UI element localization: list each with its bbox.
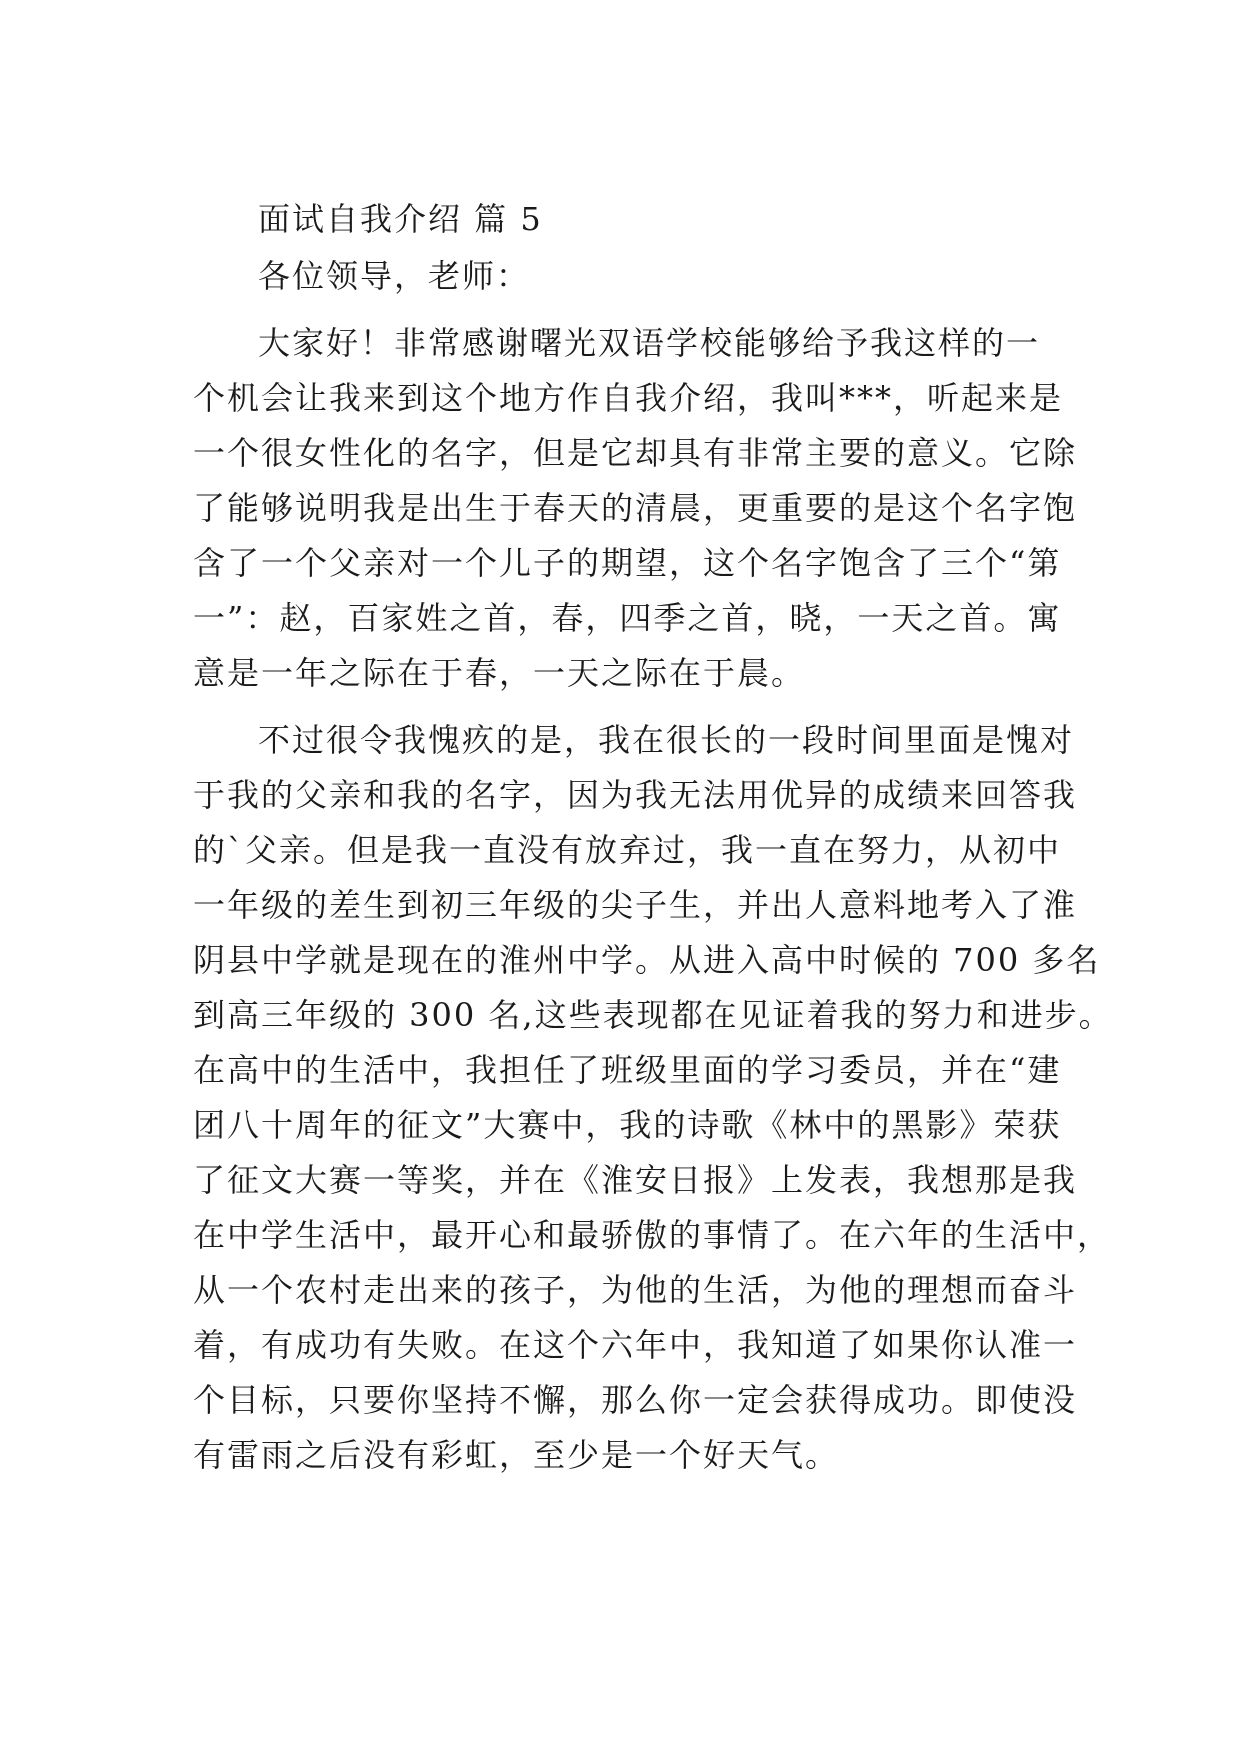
paragraph-1-line: 含了一个父亲对一个儿子的期望，这个名字饱含了三个“第 — [193, 544, 1062, 582]
paragraph-2-line: 有雷雨之后没有彩虹，至少是一个好天气。 — [193, 1436, 840, 1474]
paragraph-1 — [193, 316, 1078, 701]
greeting-line: 各位领导，老师： — [258, 257, 531, 295]
paragraph-1-line: 一”：赵，百家姓之首，春，四季之首，晓，一天之首。寓 — [193, 599, 1062, 637]
paragraph-2-line: 在高中的生活中，我担任了班级里面的学习委员，并在“建 — [193, 1051, 1062, 1089]
paragraph-2-line: 到高三年级的 300 名,这些表现都在见证着我的努力和进步。 — [193, 996, 1113, 1034]
paragraph-2-line: 了征文大赛一等奖，并在《淮安日报》上发表，我想那是我 — [193, 1161, 1078, 1199]
paragraph-2 — [193, 713, 1113, 1483]
paragraph-1-line: 大家好！非常感谢曙光双语学校能够给予我这样的一 — [258, 324, 1041, 362]
document-body — [193, 192, 1113, 1483]
paragraph-1-line: 个机会让我来到这个地方作自我介绍，我叫***，听起来是 — [193, 379, 1064, 417]
paragraph-2-line: 在中学生活中，最开心和最骄傲的事情了。在六年的生活中， — [193, 1216, 1112, 1254]
paragraph-1-line: 一个很女性化的名字，但是它却具有非常主要的意义。它除 — [193, 434, 1078, 472]
paragraph-2-line: 着，有成功有失败。在这个六年中，我知道了如果你认准一 — [193, 1326, 1078, 1364]
paragraph-2-line: 阴县中学就是现在的淮州中学。从进入高中时候的 700 多名 — [193, 941, 1101, 979]
paragraph-2-line: 不过很令我愧疚的是，我在很长的一段时间里面是愧对 — [258, 721, 1075, 759]
paragraph-2-line: 从一个农村走出来的孩子，为他的生活，为他的理想而奋斗 — [193, 1271, 1078, 1309]
paragraph-2-line: 于我的父亲和我的名字，因为我无法用优异的成绩来回答我 — [193, 776, 1078, 814]
paragraph-2-line: 团八十周年的征文”大赛中，我的诗歌《林中的黑影》荣获 — [193, 1106, 1062, 1144]
paragraph-2-line: 的`父亲。但是我一直没有放弃过，我一直在努力，从初中 — [193, 831, 1062, 869]
paragraph-1-line: 了能够说明我是出生于春天的清晨，更重要的是这个名字饱 — [193, 489, 1078, 527]
document-title: 面试自我介绍 篇 5 — [258, 200, 543, 238]
paragraph-2-line: 个目标，只要你坚持不懈，那么你一定会获得成功。即使没 — [193, 1381, 1078, 1419]
paragraph-1-line: 意是一年之际在于春，一天之际在于晨。 — [193, 654, 806, 692]
paragraph-2-line: 一年级的差生到初三年级的尖子生，并出人意料地考入了淮 — [193, 886, 1078, 924]
